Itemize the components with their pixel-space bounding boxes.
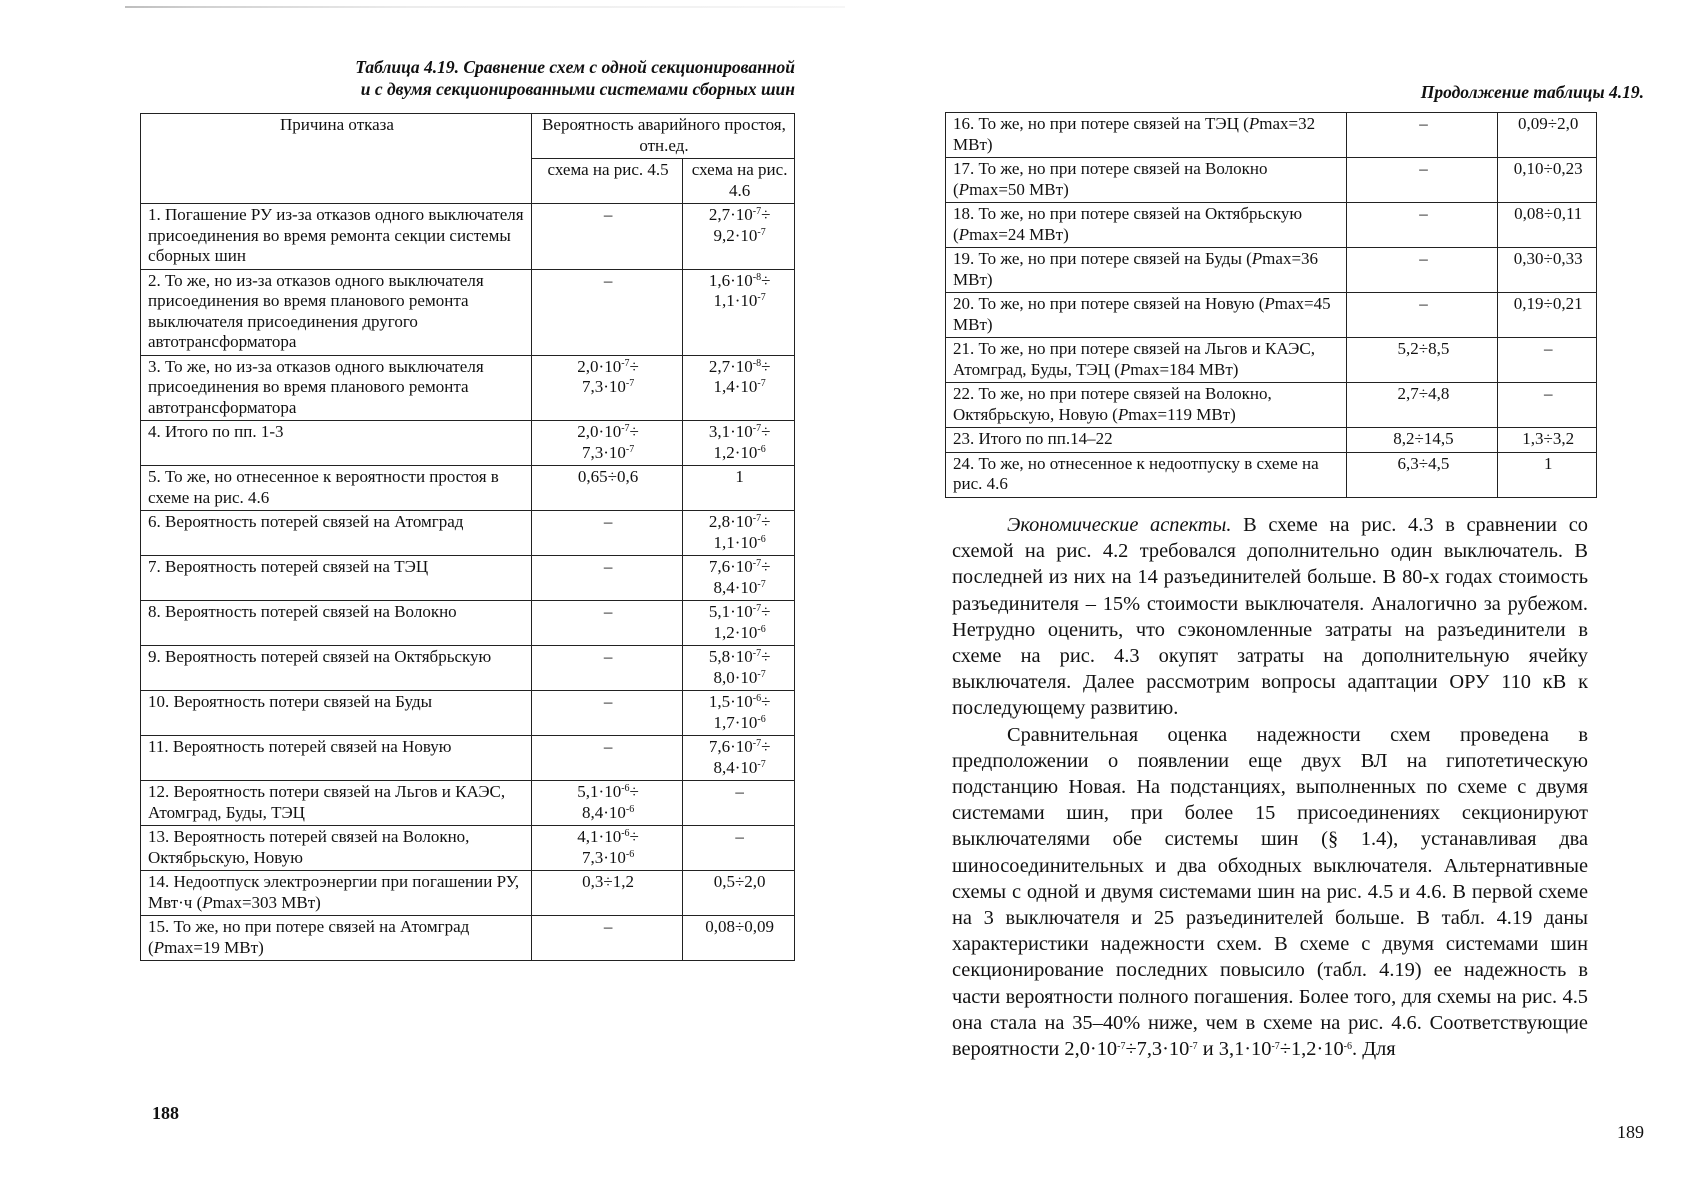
cell-value-scheme-4-6: 0,08÷0,09 [683, 916, 795, 961]
paragraph-text: В схеме на рис. 4.3 в сравнении со схемой на рис. 4.2 требовался дополнительно один выключатель. В последней из них на 14 разъединителей больше. В 80-х годах стоимость разъединителя – 15% стоимости выключателя. Аналогично за рубежом. Нетрудно оценить, что сэкономленные затраты на разъединители в схеме на рис. 4.3 окупят затраты на дополнительную ячейку выключателя. Далее рассмотрим вопросы адаптации ОРУ 110 кВ к последующему развитию. [952, 514, 1588, 720]
page-number: 189 [1617, 1122, 1644, 1142]
cell-value-scheme-4-6: 0,19÷0,21 [1498, 293, 1597, 338]
cell-value-scheme-4-5: – [1347, 113, 1498, 158]
cell-cause: 1. Погашение РУ из-за отказов одного выключателя присоединения во время ремонта секции системы сборных шин [141, 204, 532, 270]
cell-value-scheme-4-5: $4,1\cdot 10^{-6}\div$ $7,3\cdot 10^{-6}$ [531, 826, 682, 871]
cell-value-scheme-4-5: – [531, 269, 682, 355]
caption-label: Таблица 4.19. [355, 57, 459, 77]
cell-value-scheme-4-5: $2,0\cdot 10^{-7}\div$ $7,3\cdot 10^{-7}$ [531, 355, 682, 421]
cell-value-scheme-4-5: 2,7÷4,8 [1347, 383, 1498, 428]
reliability-table-continued [945, 112, 1597, 498]
table-row [946, 158, 1597, 203]
cell-value-scheme-4-6: – [683, 826, 795, 871]
cell-cause: 7. Вероятность потерей связей на ТЭЦ [141, 556, 532, 601]
cell-value-scheme-4-6: $2,8\cdot 10^{-7}\div$ $1,1\cdot 10^{-6}$ [683, 511, 795, 556]
cell-value-scheme-4-5: $5,1\cdot 10^{-6}\div$ $8,4\cdot 10^{-6}$ [531, 781, 682, 826]
cell-value-scheme-4-5: 8,2÷14,5 [1347, 428, 1498, 453]
cell-cause: 11. Вероятность потерей связей на Новую [141, 736, 532, 781]
cell-cause: 12. Вероятность потери связей на Льгов и КАЭС, Атомград, Буды, ТЭЦ [141, 781, 532, 826]
cell-value-scheme-4-6: $3,1\cdot 10^{-7}\div$ $1,2\cdot 10^{-6}$ [683, 421, 795, 466]
cell-value-scheme-4-5: – [531, 916, 682, 961]
cell-value-scheme-4-5: – [531, 691, 682, 736]
cell-cause: 3. То же, но из-за отказов одного выключателя присоединения во время планового ремонта автотрансформатора [141, 355, 532, 421]
body-text [952, 512, 1588, 1062]
cell-cause: 2. То же, но из-за отказов одного выключателя присоединения во время планового ремонта выключателя присоединения другого автотрансформатора [141, 269, 532, 355]
cell-cause: 13. Вероятность потерей связей на Волокно, Октябрьскую, Новую [141, 826, 532, 871]
cell-value-scheme-4-5: – [1347, 248, 1498, 293]
cell-value-scheme-4-5: – [531, 646, 682, 691]
cell-value-scheme-4-6: – [1498, 338, 1597, 383]
cell-cause: 4. Итого по пп. 1-3 [141, 421, 532, 466]
paragraph-comparison: Сравнительная оценка надежности схем проведена в предположении о появлении еще двух ВЛ на гипотетическую подстанцию Новая. На подстанциях, выполненных по схеме с двумя системами шин, при более 15 присоединениях секционируют выключателями обе системы шин (§ 1.4), устанавливая два шиносоединительных и два обходных выключателя. Альтернативные схемы с одной и двумя системами шин на рис. 4.5 и 4.6. В первой схеме на 3 выключателя и 25 разъединителей больше. В табл. 4.19 даны характеристики надежности схем. В схеме с двумя системами шин секционирование последних повысило (табл. 4.19) ее надежность в части вероятности полного погашения. Более того, для схемы на рис. 4.5 она стала на 35–40% ниже, чем в схеме на рис. 4.6. Соответствующие вероятности $2,0\cdot 10^{-7}\div 7,3\cdot 10^{-7}$ и $3,1\cdot 10^{-7}\div 1,2\cdot 10^{-6}$. Для [952, 723, 1588, 1061]
cell-value-scheme-4-5: 0,3÷1,2 [531, 871, 682, 916]
cell-value-scheme-4-6: $5,8\cdot 10^{-7}\div$ $8,0\cdot 10^{-7}$ [683, 646, 795, 691]
cell-cause: 20. То же, но при потере связей на Новую (Pmax=45 МВт) [946, 293, 1347, 338]
cell-cause: 15. То же, но при потере связей на Атомград (Pmax=19 МВт) [141, 916, 532, 961]
cell-cause: 10. Вероятность потери связей на Буды [141, 691, 532, 736]
page-number: 188 [152, 1103, 179, 1123]
table-row [946, 203, 1597, 248]
cell-value-scheme-4-5: – [531, 736, 682, 781]
cell-cause: 18. То же, но при потере связей на Октябрьскую (Pmax=24 МВт) [946, 203, 1347, 248]
table-row [946, 293, 1597, 338]
cell-value-scheme-4-6: 0,30÷0,33 [1498, 248, 1597, 293]
cell-value-scheme-4-5: – [1347, 203, 1498, 248]
paragraph-lead: Экономические аспекты. [1007, 514, 1232, 536]
cell-cause: 24. То же, но отнесенное к недоотпуску в схеме на рис. 4.6 [946, 452, 1347, 497]
cell-cause: 17. То же, но при потере связей на Волокно (Pmax=50 МВт) [946, 158, 1347, 203]
header-probability: Вероятность аварийного простоя, отн.ед. [531, 114, 794, 159]
cell-value-scheme-4-5: 5,2÷8,5 [1347, 338, 1498, 383]
table-row [946, 383, 1597, 428]
table-row [946, 248, 1597, 293]
cell-value-scheme-4-6: $7,6\cdot 10^{-7}\div$ $8,4\cdot 10^{-7}$ [683, 736, 795, 781]
cell-cause: 14. Недоотпуск электроэнергии при погашении РУ, Мвт·ч (Pmax=303 МВт) [141, 871, 532, 916]
cell-value-scheme-4-6: $5,1\cdot 10^{-7}\div$ $1,2\cdot 10^{-6}$ [683, 601, 795, 646]
table-row [946, 113, 1597, 158]
cell-cause: 8. Вероятность потерей связей на Волокно [141, 601, 532, 646]
cell-cause: 23. Итого по пп.14–22 [946, 428, 1347, 453]
cell-value-scheme-4-6: $2,7\cdot 10^{-7}\div$ $9,2\cdot 10^{-7}$ [683, 204, 795, 270]
cell-value-scheme-4-5: 6,3÷4,5 [1347, 452, 1498, 497]
cell-value-scheme-4-6: 0,5÷2,0 [683, 871, 795, 916]
caption-line2: и с двумя секционированными системами сборных шин [360, 79, 795, 99]
cell-value-scheme-4-6: – [683, 781, 795, 826]
header-scheme-4-6: схема на рис. 4.6 [683, 159, 795, 204]
continuation-caption: Продолжение таблицы 4.19. [1420, 82, 1644, 102]
cell-cause: 16. То же, но при потере связей на ТЭЦ (Pmax=32 МВт) [946, 113, 1347, 158]
cell-value-scheme-4-6: $2,7\cdot 10^{-8}\div$ $1,4\cdot 10^{-7}$ [683, 355, 795, 421]
cell-value-scheme-4-5: – [531, 511, 682, 556]
cell-value-scheme-4-6: 0,10÷0,23 [1498, 158, 1597, 203]
cell-value-scheme-4-6: – [1498, 383, 1597, 428]
cell-cause: 19. То же, но при потере связей на Буды (Pmax=36 МВт) [946, 248, 1347, 293]
cell-value-scheme-4-6: 1,3÷3,2 [1498, 428, 1597, 453]
cell-value-scheme-4-5: $2,0\cdot 10^{-7}\div$ $7,3\cdot 10^{-7}$ [531, 421, 682, 466]
caption-line1: Сравнение схем с одной секционированной [463, 57, 795, 77]
cell-value-scheme-4-6: 1 [683, 466, 795, 511]
cell-value-scheme-4-6: $1,6\cdot 10^{-8}\div$ $1,1\cdot 10^{-7}$ [683, 269, 795, 355]
cell-value-scheme-4-5: 0,65÷0,6 [531, 466, 682, 511]
cell-cause: 21. То же, но при потере связей на Льгов и КАЭС, Атомград, Буды, ТЭЦ (Pmax=184 МВт) [946, 338, 1347, 383]
cell-value-scheme-4-5: – [531, 556, 682, 601]
cell-cause: 22. То же, но при потере связей на Волокно, Октябрьскую, Новую (Pmax=119 МВт) [946, 383, 1347, 428]
cell-cause: 5. То же, но отнесенное к вероятности простоя в схеме на рис. 4.6 [141, 466, 532, 511]
cell-value-scheme-4-6: 0,09÷2,0 [1498, 113, 1597, 158]
header-scheme-4-5: схема на рис. 4.5 [531, 159, 682, 204]
table-row [946, 338, 1597, 383]
cell-value-scheme-4-5: – [531, 601, 682, 646]
cell-value-scheme-4-6: 0,08÷0,11 [1498, 203, 1597, 248]
cell-value-scheme-4-6: 1 [1498, 452, 1597, 497]
cell-value-scheme-4-6: $1,5\cdot 10^{-6}\div$ $1,7\cdot 10^{-6}$ [683, 691, 795, 736]
cell-value-scheme-4-5: – [1347, 158, 1498, 203]
paragraph-economic [952, 512, 1588, 722]
table-row [946, 428, 1597, 453]
cell-value-scheme-4-5: – [531, 204, 682, 270]
table-row [946, 452, 1597, 497]
cell-value-scheme-4-6: $7,6\cdot 10^{-7}\div$ $8,4\cdot 10^{-7}$ [683, 556, 795, 601]
cell-value-scheme-4-5: – [1347, 293, 1498, 338]
header-cause: Причина отказа [141, 114, 532, 204]
cell-cause: 9. Вероятность потерей связей на Октябрьскую [141, 646, 532, 691]
cell-cause: 6. Вероятность потерей связей на Атомград [141, 511, 532, 556]
